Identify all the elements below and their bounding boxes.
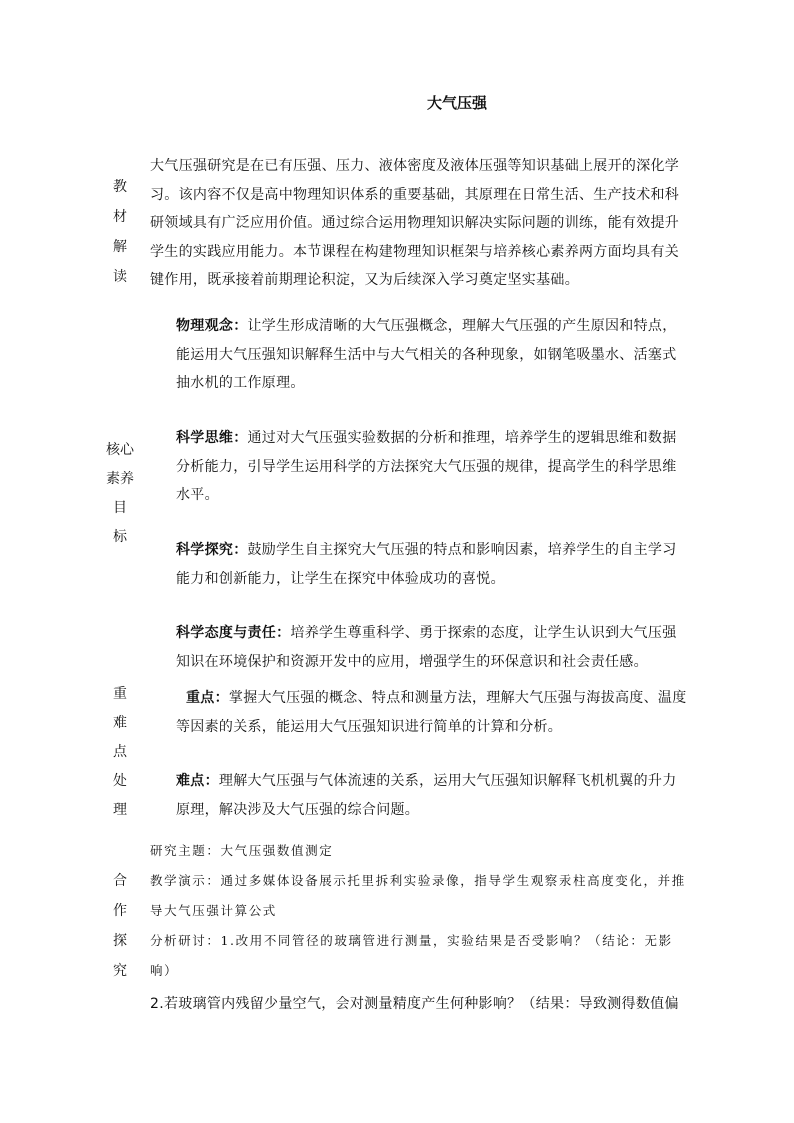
label-char: 重 <box>113 686 127 702</box>
difficult-point <box>176 767 688 824</box>
core-item-inquiry <box>176 536 688 593</box>
item-heading: 物理观念： <box>176 318 248 334</box>
item-text: 通过对大气压强实验数据的分析和推理，培养学生的逻辑思维和数据分析能力，引导学生运用科学的方法探究大气压强的规律，提高学生的科学思维水平。 <box>176 430 677 503</box>
label-char: 读 <box>113 269 127 285</box>
item-heading: 科学探究： <box>176 542 248 558</box>
label-char: 探 <box>113 933 127 949</box>
label-char: 点 <box>113 744 127 760</box>
label-char: 难 <box>113 715 127 731</box>
item-heading: 科学态度与责任： <box>176 625 291 641</box>
label-char: 材 <box>113 209 127 225</box>
label-char: 素养 <box>106 471 134 487</box>
label-char: 作 <box>113 903 127 919</box>
label-char: 核心 <box>106 442 134 458</box>
item-text: 鼓励学生自主探究大气压强的特点和影响因素，培养学生的自主学习能力和创新能力，让学生在探究中体验成功的喜悦。 <box>176 542 677 587</box>
item-text: 掌握大气压强的概念、特点和测量方法，理解大气压强与海拔高度、温度等因素的关系，能运用大气压强知识进行简单的计算和分析。 <box>176 690 687 735</box>
coop-analysis: 分析研讨：1.改用不同管径的玻璃管进行测量，实验结果是否受影响？（结论：无影响） <box>150 933 673 978</box>
item-text: 让学生形成清晰的大气压强概念，理解大气压强的产生原因和特点，能运用大气压强知识解释生活中与大气相关的各种现象，如钢笔吸墨水、活塞式抽水机的工作原理。 <box>176 318 677 391</box>
section-label-key <box>100 680 140 825</box>
label-char: 目 <box>113 500 127 516</box>
label-char: 合 <box>113 873 127 889</box>
section-label-textbook <box>100 172 140 292</box>
item-heading: 科学思维： <box>176 430 248 446</box>
section-label-core <box>100 436 140 552</box>
item-text: 培养学生尊重科学、勇于探索的态度，让学生认识到大气压强知识在环境保护和资源开发中的应用，增强学生的环保意识和社会责任感。 <box>176 625 677 670</box>
document-title: 大气压强 <box>426 94 487 112</box>
item-heading: 难点： <box>176 773 219 789</box>
item-text: 理解大气压强与气体流速的关系，运用大气压强知识解释飞机机翼的升力原理，解决涉及大气压强的综合问题。 <box>176 773 677 818</box>
label-char: 解 <box>113 239 127 255</box>
key-point <box>176 684 688 741</box>
label-char: 究 <box>113 963 127 979</box>
coop-demo: 教学演示：通过多媒体设备展示托里拆利实验录像，指导学生观察汞柱高度变化，并推导大气压强计算公式 <box>150 873 686 918</box>
coop-question-2: 2.若玻璃管内残留少量空气，会对测量精度产生何种影响？（结果：导致测得数值偏 <box>150 996 679 1012</box>
core-item-attitude <box>176 619 688 676</box>
coop-topic: 研究主题：大气压强数值测定 <box>150 843 334 858</box>
label-char: 理 <box>113 802 127 818</box>
textbook-paragraph: 大气压强研究是在已有压强、压力、液体密度及液体压强等知识基础上展开的深化学习。该内容不仅是高中物理知识体系的重要基础，其原理在日常生活、生产技术和科研领域具有广泛应用价值。通过综合运用物理知识解决实际问题的训练，能有效提升学生的实践应用能力。本节课程在构建物理知识框架与培养核心素养两方面均具有关键作用，既承接着前期理论积淀，又为后续深入学习奠定坚实基础。 <box>150 158 680 288</box>
core-item-thinking <box>176 424 688 510</box>
section-label-coop <box>100 866 140 986</box>
core-item-physics <box>176 312 688 398</box>
label-char: 标 <box>113 529 127 545</box>
label-char: 教 <box>113 179 127 195</box>
item-heading: 重点： <box>186 690 229 706</box>
label-char: 处 <box>113 773 127 789</box>
